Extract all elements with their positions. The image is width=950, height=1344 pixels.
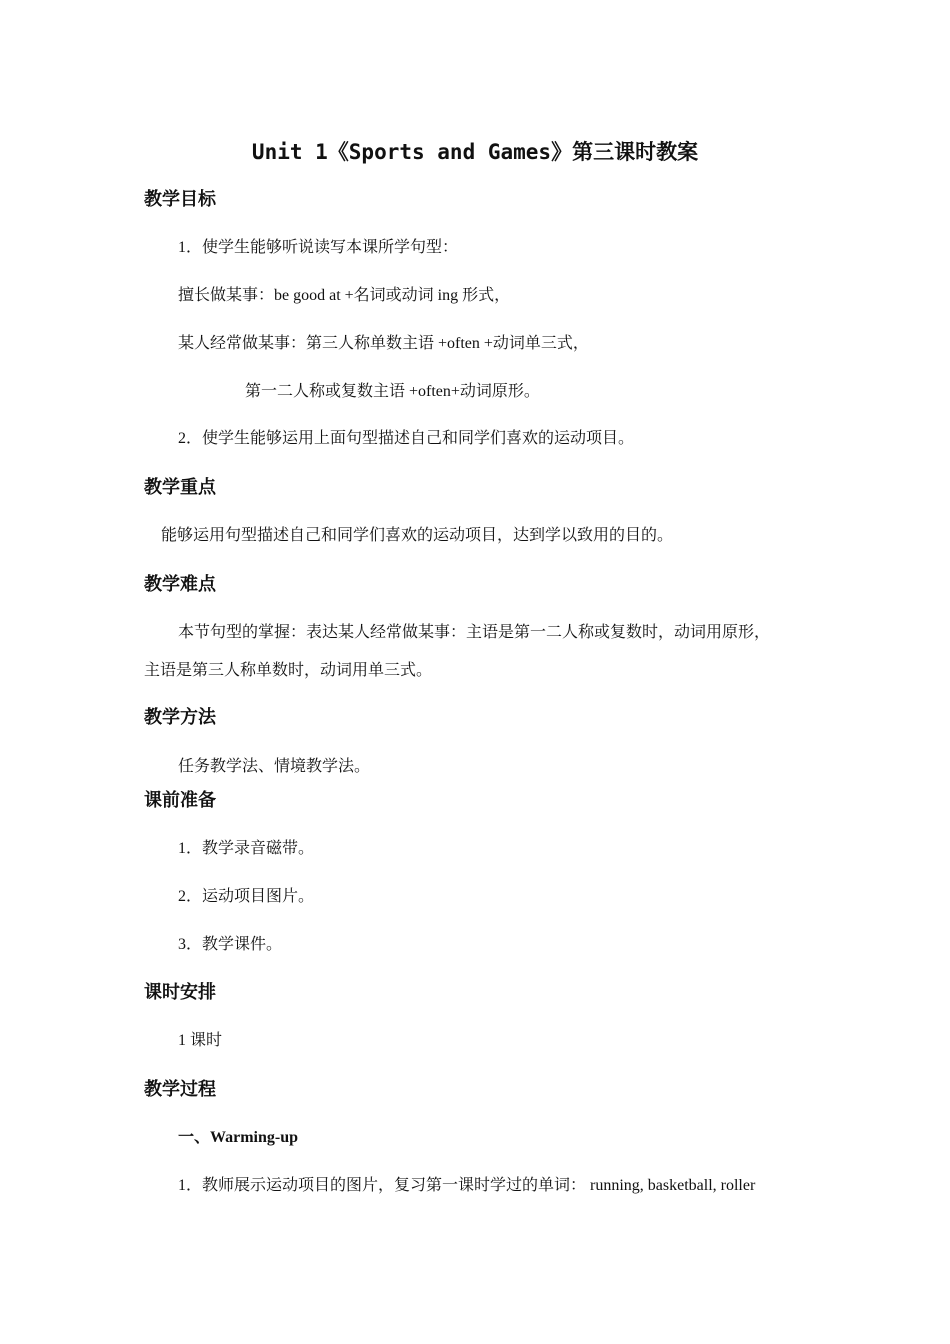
heading-objectives: 教学目标 [144,189,216,210]
process-step-1: 1．教师展示运动项目的图片，复习第一课时学过的单词： running, basketball, roller [178,1177,756,1194]
heading-preparation: 课前准备 [144,790,216,811]
objective-line-2: 擅长做某事：be good at +名词或动词 ing 形式， [178,287,511,304]
heading-key-points: 教学重点 [144,477,216,498]
objective-line-5: 2．使学生能够运用上面句型描述自己和同学们喜欢的运动项目。 [178,430,635,447]
schedule-text: 1 课时 [178,1032,223,1049]
objective-line-1: 1．使学生能够听说读写本课所学句型： [178,239,459,256]
heading-process: 教学过程 [144,1079,216,1100]
objective-line-4: 第一二人称或复数主语 +often+动词原形。 [245,383,540,400]
document-title: Unit 1《Sports and Games》第三课时教案 [251,140,699,164]
objective-line-3: 某人经常做某事：第三人称单数主语 +often +动词单三式， [178,335,589,352]
process-subheading: 一、Warming-up [178,1129,299,1146]
key-points-text: 能够运用句型描述自己和同学们喜欢的运动项目，达到学以致用的目的。 [161,527,674,544]
preparation-item-3: 3．教学课件。 [178,936,283,953]
preparation-item-1: 1．教学录音磁带。 [178,840,315,857]
heading-methods: 教学方法 [144,707,216,728]
difficulties-line-1: 本节句型的掌握：表达某人经常做某事：主语是第一二人称或复数时，动词用原形， [178,624,771,641]
methods-text: 任务教学法、情境教学法。 [178,758,371,775]
difficulties-line-2: 主语是第三人称单数时，动词用单三式。 [144,662,433,679]
preparation-item-2: 2．运动项目图片。 [178,888,315,905]
heading-schedule: 课时安排 [144,982,216,1003]
heading-difficulties: 教学难点 [144,574,216,595]
